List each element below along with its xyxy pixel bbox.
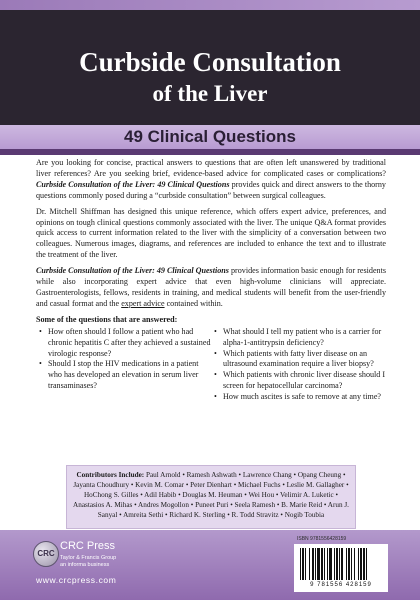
barcode-bar <box>339 548 340 580</box>
publisher-url[interactable]: www.crcpress.com <box>36 575 117 585</box>
list-item: • What should I tell my patient who is a carrier for alpha-1-antitrypsin deficiency? <box>214 326 382 347</box>
barcode-bar <box>302 548 304 580</box>
barcode-bar <box>358 548 359 580</box>
list-item: • Which patients with chronic liver disease should I screen for hepatocellular carcinoma? <box>214 370 386 391</box>
contributors-label: Contributors Include: <box>76 471 145 479</box>
list-item: • How much ascites is safe to remove at any time? <box>214 392 382 402</box>
barcode-bar <box>354 548 355 580</box>
barcode <box>294 544 388 592</box>
list-item: • How often should I follow a patient who had chronic hepatitis C after they achieved a sustained virologic response? <box>39 326 211 358</box>
barcode-bar <box>366 548 367 580</box>
list-item: • Which patients with fatty liver disease on an ultrasound examination require a liver biopsy? <box>214 348 374 369</box>
description-body <box>36 158 386 403</box>
barcode-bar <box>309 548 310 580</box>
barcode-bar <box>360 548 362 580</box>
barcode-bar <box>317 548 320 580</box>
publisher-name: CRC Press <box>60 540 116 552</box>
paragraph-author: Dr. Mitchell Shiffman has designed this unique reference, which offers expert advice, preferences, and opinions on tough clinical questions commonly associated with the liver. The unique Q&A format provides quick access to current information related to the liver with the simplicity of a conversation between two colleagues. Numerous images, diagrams, and references are included to enhance the text and to illustrate the treatment of the liver. <box>36 206 386 260</box>
book-title-inline: Curbside Consultation of the Liver: 49 Clinical Questions <box>36 266 229 276</box>
barcode-bar <box>305 548 306 580</box>
barcode-bar <box>324 548 325 580</box>
isbn-label: ISBN 9781556428159 <box>297 536 347 542</box>
barcode-bar <box>336 548 338 580</box>
questions-list-right <box>211 327 386 403</box>
questions-columns <box>36 327 386 403</box>
barcode-bar <box>327 548 328 580</box>
barcode-bar <box>315 548 316 580</box>
barcode-bar <box>321 548 323 580</box>
barcode-bars-icon <box>300 548 382 580</box>
barcode-bar <box>334 548 335 580</box>
expert-advice-link[interactable]: expert advice <box>121 298 165 308</box>
book-title-line1: Curbside Consultation <box>79 47 341 77</box>
crc-logo-icon: CRC <box>33 541 59 567</box>
top-purple-band <box>0 0 420 10</box>
barcode-bar <box>312 548 314 580</box>
book-subtitle: 49 Clinical Questions <box>124 127 296 146</box>
barcode-bar <box>329 548 332 580</box>
questions-heading: Some of the questions that are answered: <box>36 314 178 324</box>
paragraph-audience: Curbside Consultation of the Liver: 49 Clinical Questions provides information basic enough for residents while also incorporating expert advice that even high-volume clinicians will appreciate. Gastroenterologists, fellows, residents in training, and medical students will benefit from the user-friendly and casual format and the expert advice contained within. <box>36 266 386 308</box>
publisher-group: Taylor & Francis Group an informa business <box>60 555 117 568</box>
paragraph-intro: Are you looking for concise, practical answers to questions that are often left unanswered by traditional liver references? Are you seeking brief, evidence-based advice for complicated cases or complications? Curbside Consultation of the Liver: 49 Clinical Questions provides quick and direct answers to the thorny questions commonly posed during a “curbside consultation” between surgical colleagues. <box>36 158 386 200</box>
questions-list-left <box>36 327 211 403</box>
book-title-inline: Curbside Consultation of the Liver: 49 Clinical Questions <box>36 179 230 189</box>
barcode-bar <box>341 548 343 580</box>
contributors-box <box>66 465 356 529</box>
barcode-bar <box>348 548 350 580</box>
barcode-bar <box>351 548 352 580</box>
barcode-bar <box>300 548 301 580</box>
divider-band <box>0 149 420 155</box>
barcode-number: 9 781556 428159 <box>310 582 372 588</box>
book-title-line2: of the Liver <box>152 81 268 106</box>
contributors-names: Paul Arnold • Ramesh Ashwath • Lawrence Chang • Opang Cheung • Jayanta Choudhury • Kevin M. Comar • Peter Dienhart • Michael Fuchs • Leslie M. Gallagher • HoChong S. Gilles • Adil Habib • Douglas M. Heuman • Wei Hou • Velimir A. Luketic • Anastasios A. Mihas • Andres Mogollon • Puneet Puri • Seela Ramesh • B. Marie Reid • Arun J. Sanyal • Amreita Sethi • Richard K. Sterling • R. Todd Stravitz • Nogib Toubia <box>73 471 349 519</box>
barcode-bar <box>346 548 347 580</box>
barcode-bar <box>363 548 365 580</box>
contributors-text <box>73 470 349 520</box>
list-item: • Should I stop the HIV medications in a patient who has developed an elevation in serum liver transaminases? <box>39 359 199 391</box>
